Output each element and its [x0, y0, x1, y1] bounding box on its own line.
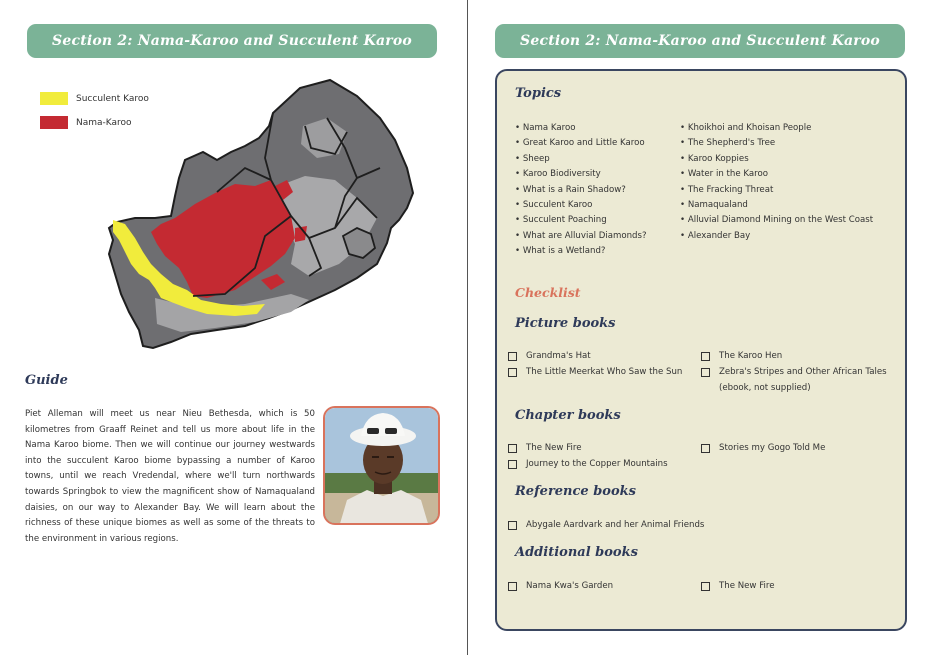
- checkbox[interactable]: [508, 352, 517, 361]
- checklist-item[interactable]: [508, 518, 704, 534]
- legend-swatch-yellow: [40, 92, 68, 105]
- topic-item: • Succulent Poaching: [515, 213, 647, 228]
- checklist-item[interactable]: [701, 365, 891, 396]
- checklist-item[interactable]: [508, 349, 591, 365]
- picture-books-heading: Picture books: [515, 316, 616, 331]
- topic-item: • What is a Wetland?: [515, 244, 647, 259]
- topic-item: • The Shepherd's Tree: [680, 136, 873, 151]
- checklist-item[interactable]: [508, 441, 582, 457]
- topic-item: • What is a Rain Shadow?: [515, 183, 647, 198]
- topic-item: • Water in the Karoo: [680, 167, 873, 182]
- checkbox[interactable]: [701, 444, 710, 453]
- topic-item: • Great Karoo and Little Karoo: [515, 136, 647, 151]
- checklist-item-label: Stories my Gogo Told Me: [719, 443, 826, 453]
- checklist-item-label: The New Fire: [526, 443, 582, 453]
- topic-item: • Karoo Koppies: [680, 152, 873, 167]
- chapter-books-heading: Chapter books: [515, 408, 621, 423]
- checklist-heading: Checklist: [515, 285, 581, 300]
- guide-paragraph: Piet Alleman will meet us near Nieu Bethesda, which is 50 kilometres from Graaff Reinet and tell us more about life in the Nama Karoo biome. Then we will continue our journey westwards into the succulent Karoo biome bypassing a number of Karoo towns, until we reach Vredendal, where we'll turn northwards towards Springbok to view the magnificent show of Namaqualand daisies, on our way to Alexander Bay. We will learn about the richness of these unique biomes as well as some of the threats to the environment in various regions.: [25, 409, 315, 544]
- checklist-item-label: Grandma's Hat: [526, 351, 591, 361]
- guide-portrait-photo: [323, 406, 440, 525]
- checklist-item-label: The New Fire: [719, 581, 775, 591]
- checkbox[interactable]: [508, 521, 517, 530]
- reference-books-heading: Reference books: [515, 484, 636, 499]
- checkbox[interactable]: [508, 368, 517, 377]
- checkbox[interactable]: [701, 368, 710, 377]
- topic-item: • Sheep: [515, 152, 647, 167]
- checkbox[interactable]: [508, 582, 517, 591]
- checklist-item[interactable]: [508, 457, 668, 473]
- checklist-item-label: The Little Meerkat Who Saw the Sun: [526, 367, 683, 377]
- checklist-item[interactable]: [508, 579, 613, 595]
- checklist-item[interactable]: [701, 349, 782, 365]
- topic-item: • Succulent Karoo: [515, 198, 647, 213]
- legend-label: Succulent Karoo: [76, 93, 149, 104]
- topic-item: • Karoo Biodiversity: [515, 167, 647, 182]
- topic-item: • Khoikhoi and Khoisan People: [680, 121, 873, 136]
- checklist-item-label: The Karoo Hen: [719, 351, 783, 361]
- checklist-item[interactable]: [701, 441, 825, 457]
- checkbox[interactable]: [508, 460, 517, 469]
- section-banner-left: Section 2: Nama-Karoo and Succulent Karoo: [27, 24, 437, 58]
- topic-item: • Alluvial Diamond Mining on the West Coast: [680, 213, 873, 228]
- portrait-illustration: [325, 408, 440, 525]
- south-africa-map: [95, 68, 435, 363]
- topics-list-col1: [515, 121, 647, 260]
- checklist-item[interactable]: [701, 579, 775, 595]
- topic-item: • What are Alluvial Diamonds?: [515, 229, 647, 244]
- topic-item: • Alexander Bay: [680, 229, 873, 244]
- checkbox[interactable]: [508, 444, 517, 453]
- right-page: [468, 0, 935, 655]
- checklist-item[interactable]: [508, 365, 682, 381]
- curriculum-panel: [495, 69, 907, 631]
- checklist-item-label: Abygale Aardvark and her Animal Friends: [526, 520, 705, 530]
- legend-swatch-red: [40, 116, 68, 129]
- topic-item: • Namaqualand: [680, 198, 873, 213]
- guide-heading: Guide: [25, 373, 68, 388]
- additional-books-heading: Additional books: [515, 545, 638, 560]
- legend-label: Nama-Karoo: [76, 117, 132, 128]
- topic-item: • Nama Karoo: [515, 121, 647, 136]
- section-banner-right: Section 2: Nama-Karoo and Succulent Karoo: [495, 24, 905, 58]
- topic-item: • The Fracking Threat: [680, 183, 873, 198]
- checkbox[interactable]: [701, 582, 710, 591]
- checkbox[interactable]: [701, 352, 710, 361]
- topics-heading: Topics: [515, 86, 562, 101]
- left-page: [0, 0, 467, 655]
- topics-list-col2: [680, 121, 873, 244]
- checklist-item-label: Nama Kwa's Garden: [526, 581, 614, 591]
- checklist-item-label: Zebra's Stripes and Other African Tales (ebook, not supplied): [719, 367, 887, 393]
- checklist-item-label: Journey to the Copper Mountains: [526, 459, 668, 469]
